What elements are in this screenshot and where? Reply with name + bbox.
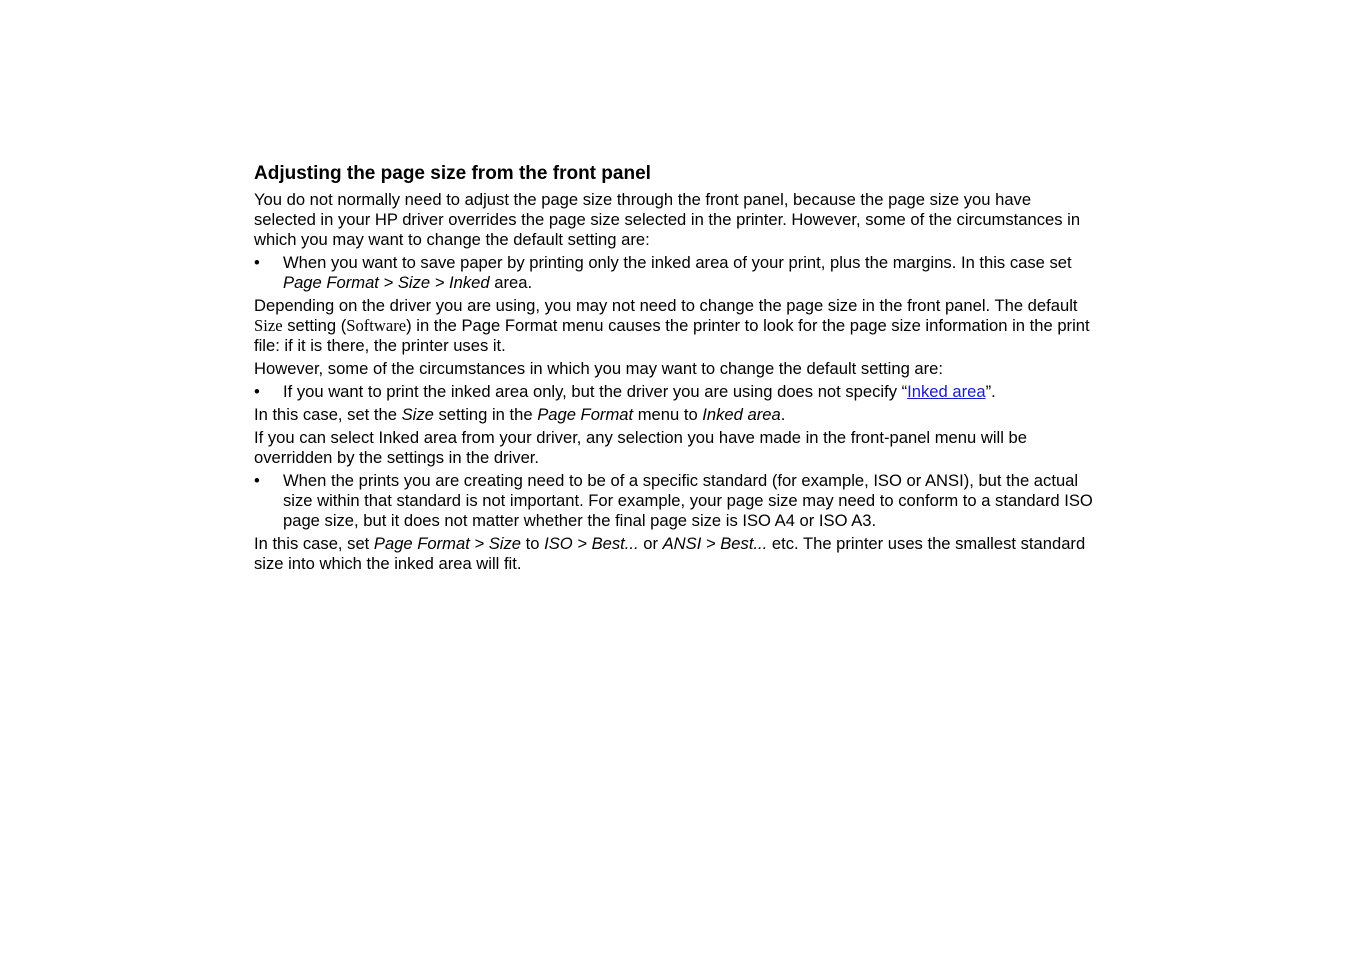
bullet-marker: • (254, 253, 260, 272)
override-paragraph: If you can select Inked area from your driver, any selection you have made in the front-panel menu will be overridden by the settings in the driver. (254, 428, 1027, 467)
circumstances-paragraph: However, some of the circumstances in which you may want to change the default setting are: (254, 359, 943, 378)
text-run: In this case, set (254, 534, 374, 553)
software-term: Software (346, 316, 407, 335)
text-run: etc. The printer uses the smallest standard size into which the inked area will fit. (254, 534, 1086, 573)
bullet-text: If you want to print the inked area only, but the driver you are using does not specify “ (283, 382, 908, 401)
size-term: Size (401, 405, 434, 424)
bullet-item-standard-size (254, 471, 1096, 531)
bullet-marker: • (254, 471, 260, 490)
menu-path: Page Format > Size > Inked (283, 273, 490, 292)
driver-paragraph (254, 296, 1096, 356)
page-format-term: Page Format (537, 405, 634, 424)
bullet-text-end: area. (489, 273, 533, 292)
size-term: Size (254, 316, 283, 335)
text-run: or (638, 534, 663, 553)
best-size-paragraph (254, 534, 1096, 574)
text-run: ) in the Page Format menu causes the printer to look for the page size information in the print file: if it is there, the printer uses it. (254, 316, 1090, 355)
text-run: to (521, 534, 545, 553)
text-run: In this case, set the (254, 405, 402, 424)
set-size-paragraph (254, 405, 1096, 425)
text-run: . (780, 405, 786, 424)
text-run: Depending on the driver you are using, you may not need to change the page size in the front panel. The default (254, 296, 1078, 315)
text-run: setting ( (282, 316, 347, 335)
bullet-item-save-paper (254, 253, 1096, 293)
bullet-text: When the prints you are creating need to be of a specific standard (for example, ISO or ANSI), but the actual size within that standard is not important. For example, your page size may need to conform to a standard ISO page size, but it does not matter whether the final page size is ISO A4 or ISO A3. (283, 471, 1093, 530)
section-heading: Adjusting the page size from the front panel (254, 163, 651, 184)
bullet-marker: • (254, 382, 260, 401)
text-run: setting in the (433, 405, 538, 424)
inked-area-term: Inked area (702, 405, 781, 424)
iso-best-term: ISO > Best... (544, 534, 639, 553)
bullet-item-inked-area (254, 382, 1096, 402)
ansi-best-term: ANSI > Best... (662, 534, 768, 553)
bullet-text-end: ”. (985, 382, 996, 401)
text-run: menu to (633, 405, 703, 424)
inked-area-link[interactable]: Inked area (907, 382, 986, 401)
menu-path: Page Format > Size (373, 534, 522, 553)
document-page (254, 163, 1096, 577)
bullet-text: When you want to save paper by printing only the inked area of your print, plus the margins. In this case set (283, 253, 1072, 272)
intro-paragraph: You do not normally need to adjust the page size through the front panel, because the page size you have selected in your HP driver overrides the page size selected in the printer. However, some of the circumstances in which you may want to change the default setting are: (254, 190, 1081, 249)
